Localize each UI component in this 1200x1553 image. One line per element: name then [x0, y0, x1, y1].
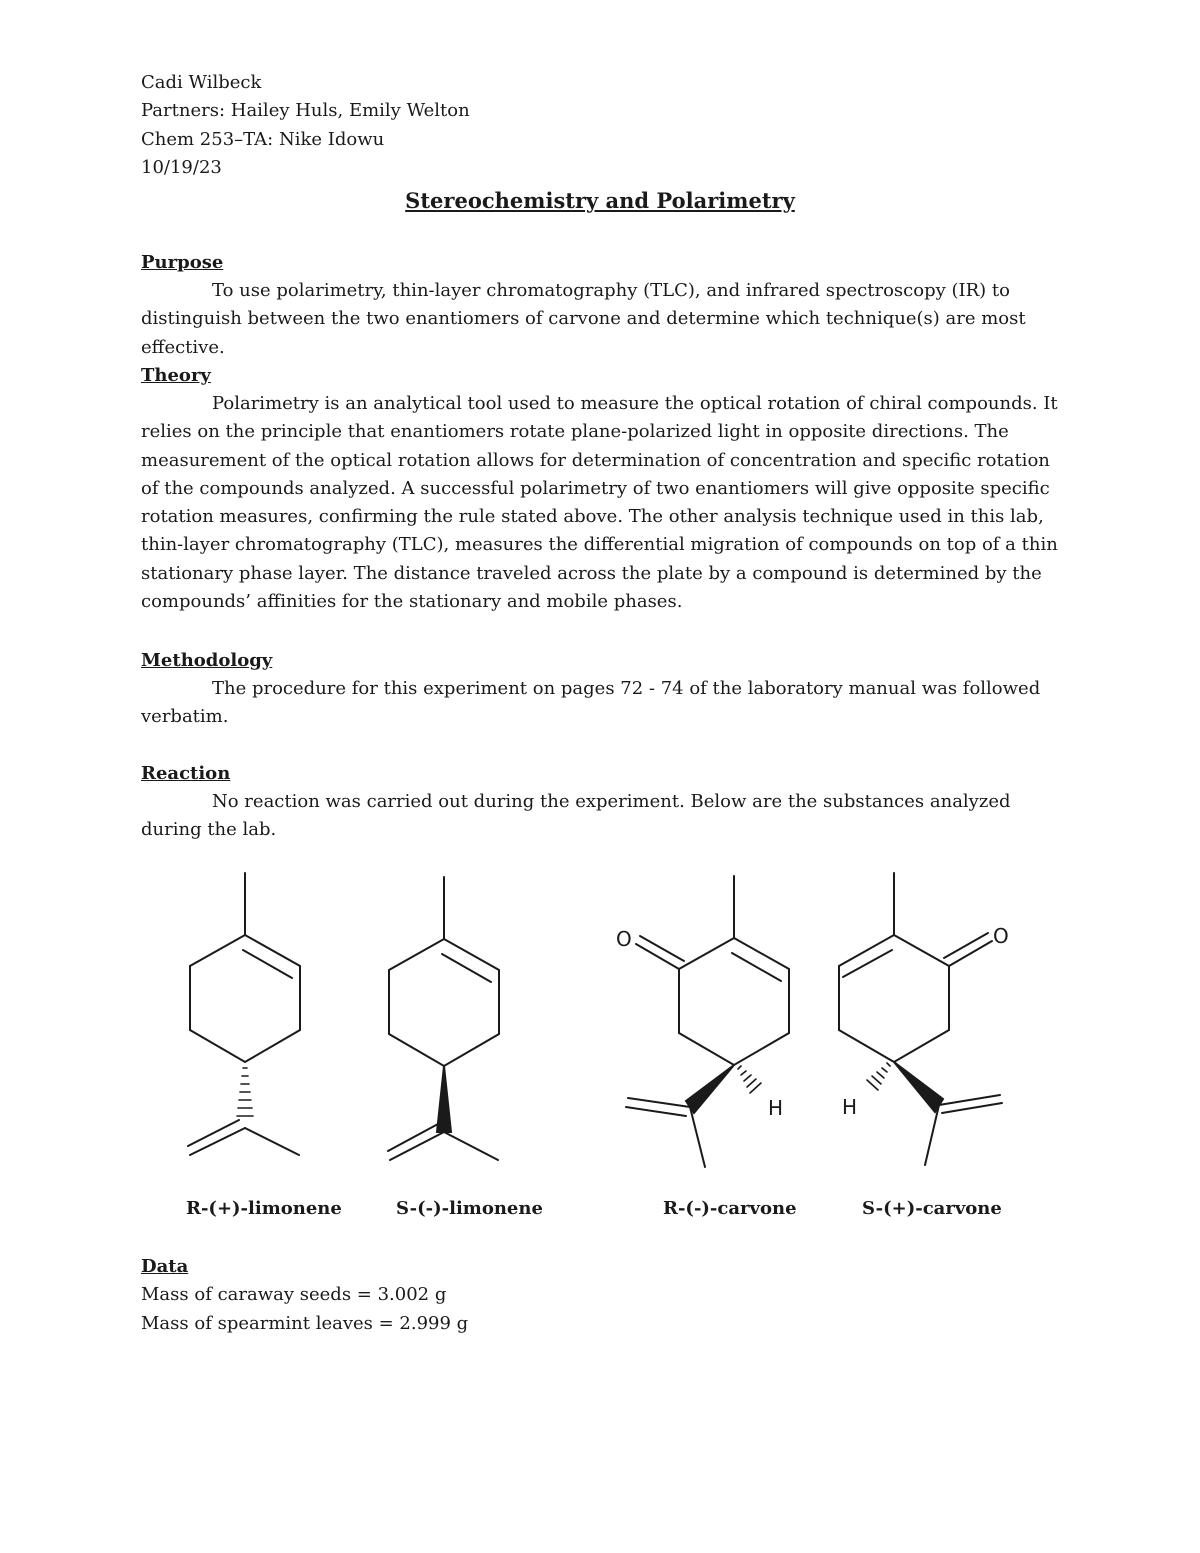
- caption-r-limonene: R-(+)-limonene: [186, 1198, 342, 1219]
- methodology-text: The procedure for this experiment on pages 72 - 74 of the laboratory manual was followed verbatim.: [141, 678, 1041, 728]
- caption-r-carvone: R-(-)-carvone: [663, 1198, 797, 1219]
- caption-s-carvone: S-(+)-carvone: [862, 1198, 1002, 1219]
- methodology-heading: Methodology: [141, 650, 273, 671]
- reaction-text: No reaction was carried out during the experiment. Below are the substances analyzed during the lab.: [141, 791, 1011, 841]
- caption-s-limonene: S-(-)-limonene: [396, 1198, 543, 1219]
- r-limonene-structure: [140, 873, 300, 1155]
- s-carvone-structure: [839, 873, 1002, 1165]
- s-carvone-hydrogen-label: H: [842, 1095, 858, 1119]
- date: 10/19/23: [141, 157, 222, 178]
- data-line-spearmint: Mass of spearmint leaves = 2.999 g: [141, 1313, 469, 1334]
- purpose-heading: Purpose: [141, 252, 224, 273]
- purpose-text: To use polarimetry, thin-layer chromatography (TLC), and infrared spectroscopy (IR) to distinguish between the two enantiomers of carvone and determine which technique(s) are most effective.: [141, 280, 1026, 358]
- theory-heading: Theory: [141, 365, 211, 386]
- theory-text: Polarimetry is an analytical tool used to measure the optical rotation of chiral compounds. It relies on the principle that enantiomers rotate plane-polarized light in opposite directions. The measurement of the optical rotation allows for determination of concentration and specific rotation of the compounds analyzed. A successful polarimetry of two enantiomers will give opposite specific rotation measures, confirming the rule stated above. The other analysis technique used in this lab, thin-layer chromatography (TLC), measures the differential migration of compounds on top of a thin stationary phase layer. The distance traveled across the plate by a compound is determined by the compounds’ affinities for the stationary and mobile phases.: [141, 393, 1058, 613]
- r-carvone-hydrogen-label: H: [768, 1096, 784, 1120]
- page-title: Stereochemistry and Polarimetry: [405, 188, 795, 213]
- reaction-heading: Reaction: [141, 763, 231, 784]
- author-name: Cadi Wilbeck: [141, 72, 262, 93]
- s-limonene-structure: [388, 877, 499, 1160]
- molecule-structures: [0, 860, 1200, 1190]
- r-carvone-structure: [626, 876, 789, 1167]
- course: Chem 253–TA: Nike Idowu: [141, 129, 385, 150]
- data-heading: Data: [141, 1256, 189, 1277]
- partners: Partners: Hailey Huls, Emily Welton: [141, 100, 470, 121]
- r-carvone-oxygen-label: O: [616, 927, 632, 951]
- s-carvone-oxygen-label: O: [993, 924, 1009, 948]
- data-line-caraway: Mass of caraway seeds = 3.002 g: [141, 1284, 447, 1305]
